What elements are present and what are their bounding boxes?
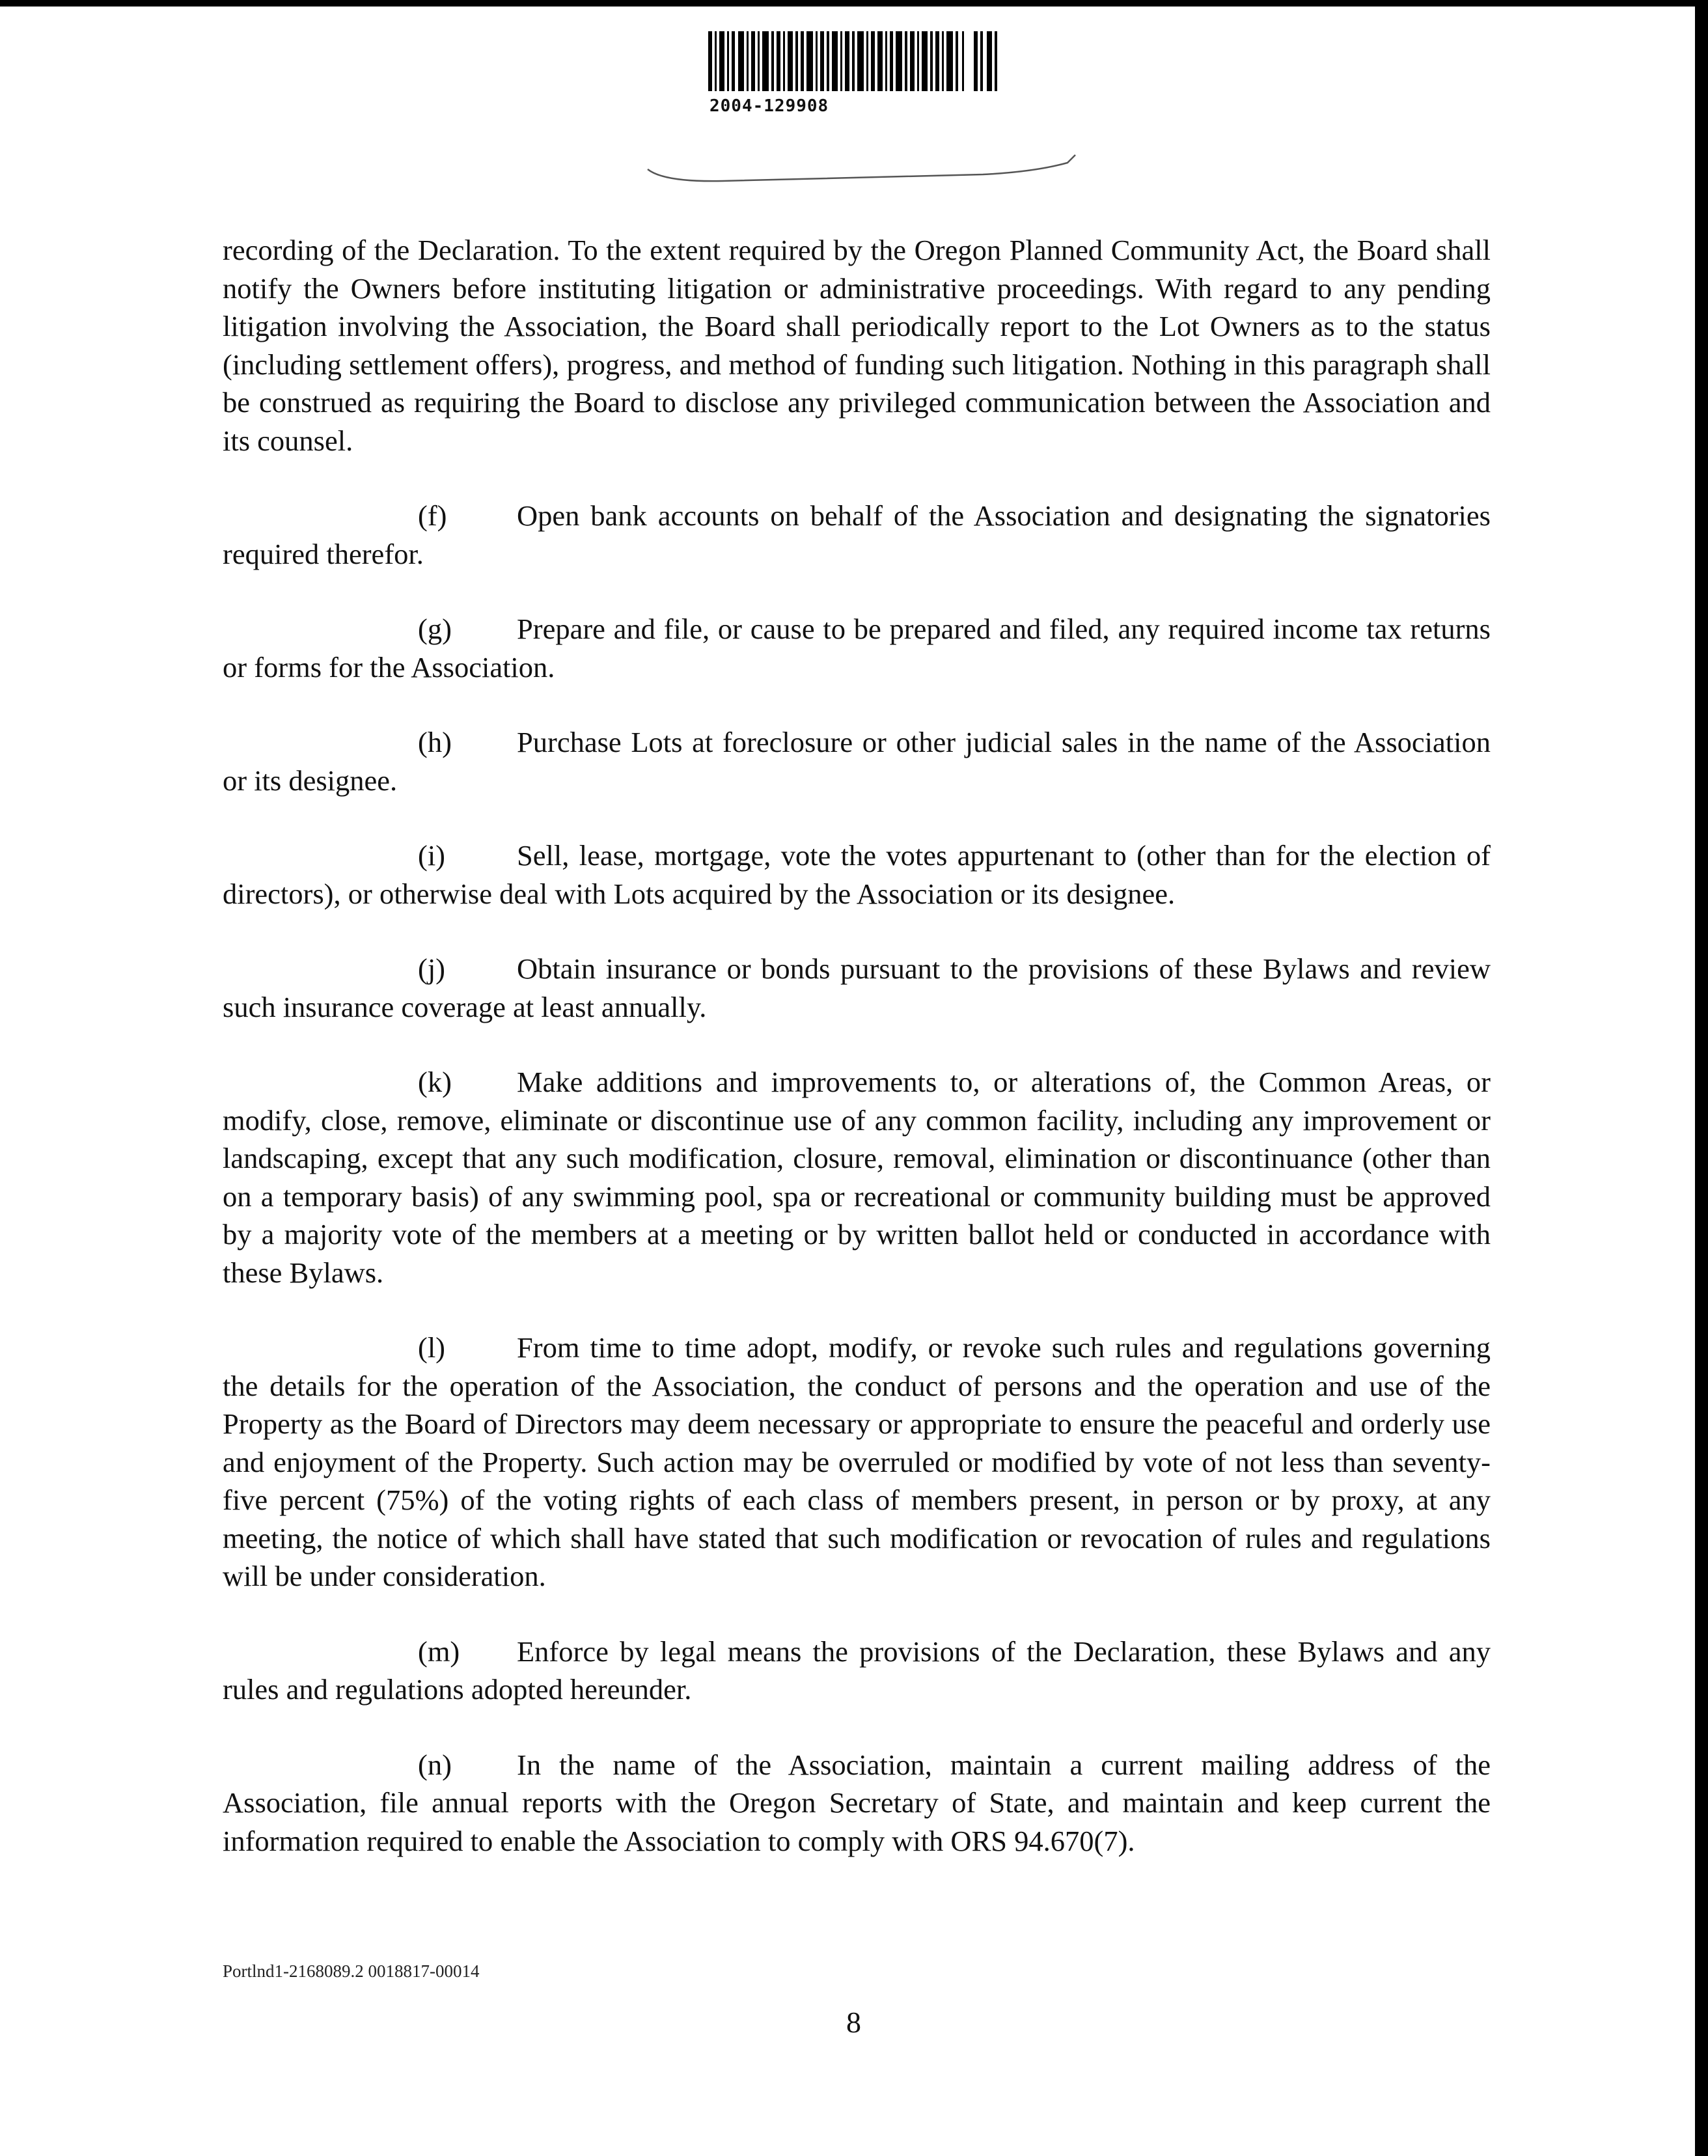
recording-stamp: [704, 31, 1004, 129]
list-item-n: [223, 1746, 1491, 1860]
item-text: Make additions and improvements to, or alterations of, the Common Areas, or modify, close, remove, eliminate or discontinue use of any common facility, including any improvement or landscaping, except that any such modification, closure, removal, elimination or discontinuance (other than on a temporary basis) of any swimming pool, spa or recreational or community building must be approved by a majority vote of the members at a meeting or by written ballot held or conducted in accordance with these Bylaws.: [223, 1066, 1491, 1289]
item-marker: (j): [418, 952, 446, 985]
scan-edge-right: [1695, 0, 1708, 2156]
item-marker: (h): [418, 726, 452, 758]
document-reference: Portlnd1-2168089.2 0018817-00014: [223, 1961, 480, 1981]
page-number: 8: [846, 2006, 861, 2039]
item-text: Prepare and file, or cause to be prepared and filed, any required income tax returns or forms for the Association.: [223, 613, 1491, 684]
list-item-j: [223, 950, 1491, 1026]
list-item-m: [223, 1633, 1491, 1709]
list-item-g: [223, 610, 1491, 686]
item-marker: (k): [418, 1066, 452, 1098]
item-text: Purchase Lots at foreclosure or other judicial sales in the name of the Association or its designee.: [223, 726, 1491, 797]
scan-edge-top: [0, 0, 1708, 7]
barcode-image: [707, 31, 1000, 96]
item-text: In the name of the Association, maintain a current mailing address of the Association, file annual reports with the Oregon Secretary of State, and maintain and keep current the information required to enable the Association to comply with ORS 94.670(7).: [223, 1748, 1491, 1857]
list-item-f: [223, 497, 1491, 573]
item-marker: (n): [418, 1748, 452, 1781]
item-text: Obtain insurance or bonds pursuant to the provisions of these Bylaws and review such insurance coverage at least annually.: [223, 952, 1491, 1023]
stamp-underline: [644, 143, 1087, 189]
list-item-i: [223, 836, 1491, 913]
item-marker: (l): [418, 1331, 446, 1364]
item-marker: (g): [418, 613, 452, 645]
item-text: From time to time adopt, modify, or revoke such rules and regulations governing the details for the operation of the Association, the conduct of persons and the operation and use of the Property as the Board of Directors may deem necessary or appropriate to ensure the peaceful and orderly use and enjoyment of the Property. Such action may be overruled or modified by vote of not less than seventy-five percent (75%) of the voting rights of each class of members present, in person or by proxy, at any meeting, the notice of which shall have stated that such modification or revocation of rules and regulations will be under consideration.: [223, 1331, 1491, 1592]
item-text: Sell, lease, mortgage, vote the votes appurtenant to (other than for the election of directors), or otherwise deal with Lots acquired by the Association or its designee.: [223, 839, 1491, 910]
item-text: Enforce by legal means the provisions of the Declaration, these Bylaws and any rules and regulations adopted hereunder.: [223, 1635, 1491, 1706]
item-marker: (m): [418, 1635, 460, 1668]
item-text: Open bank accounts on behalf of the Association and designating the signatories required therefor.: [223, 499, 1491, 570]
list-item-l: [223, 1329, 1491, 1596]
list-item-h: [223, 723, 1491, 799]
item-marker: (i): [418, 839, 446, 872]
opening-paragraph: recording of the Declaration. To the extent required by the Oregon Planned Community Act, the Board shall notify the Owners before instituting litigation or administrative proceedings. With regard to any pending litigation involving the Association, the Board shall periodically report to the Lot Owners as to the status (including settlement offers), progress, and method of funding such litigation. Nothing in this paragraph shall be construed as requiring the Board to disclose any privileged communication between the Association and its counsel.: [223, 234, 1491, 457]
list-item-k: [223, 1063, 1491, 1292]
recording-number: 2004-129908: [709, 96, 829, 116]
document-body: [223, 231, 1491, 1897]
item-marker: (f): [418, 499, 447, 532]
